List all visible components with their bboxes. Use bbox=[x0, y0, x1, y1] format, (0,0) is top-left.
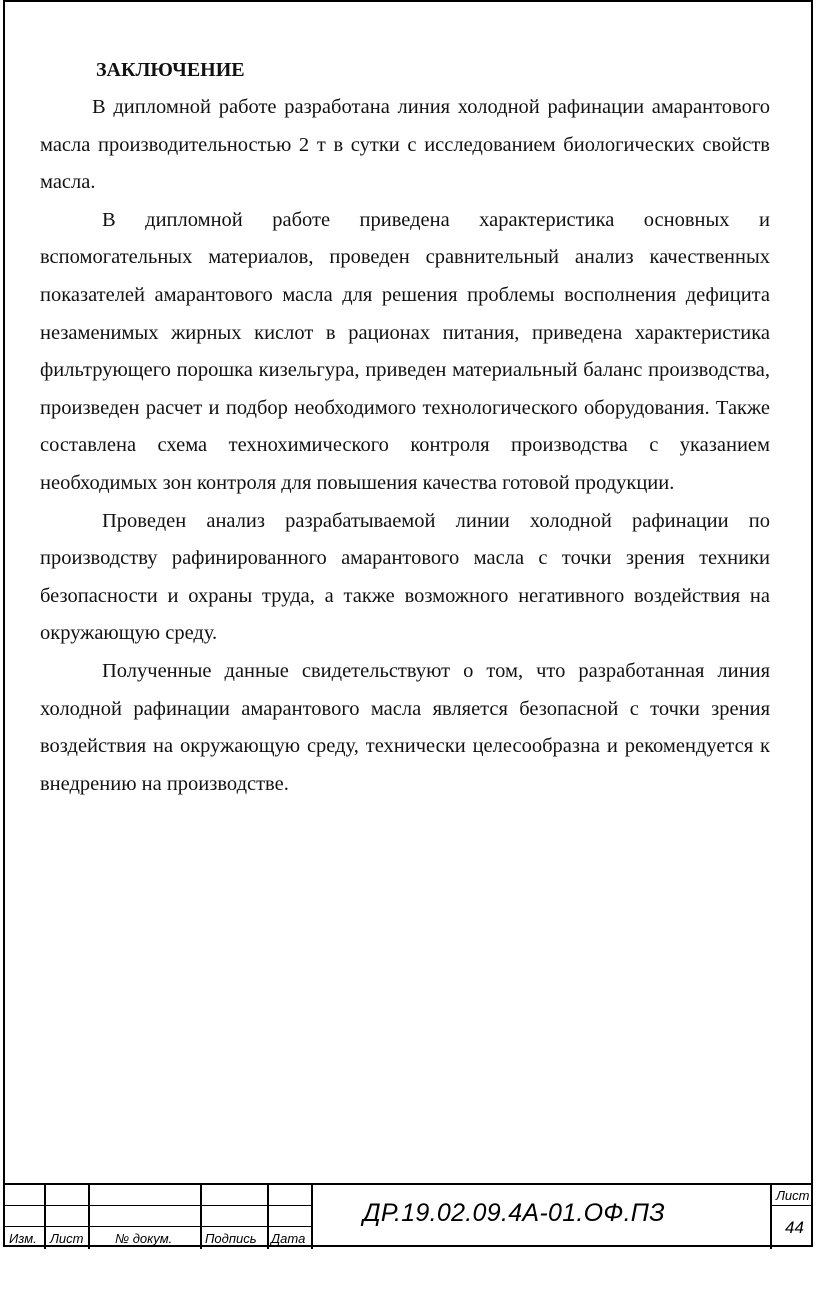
stamp-divider bbox=[770, 1185, 772, 1249]
paragraph-4: Полученные данные свидетельствуют о том, что разработанная линия холодной рафинации амарантового масла является безопасной с точки зрения воздействия на окружающую среду, технически целесообразна и рекомендуется к внедрению на производстве. bbox=[40, 659, 770, 795]
stamp-label-list: Лист bbox=[50, 1231, 84, 1246]
stamp-row-line bbox=[3, 1226, 313, 1227]
stamp-divider bbox=[200, 1185, 202, 1249]
stamp-divider bbox=[44, 1185, 46, 1249]
stamp-divider bbox=[88, 1185, 90, 1249]
document-title: ЗАКЛЮЧЕНИЕ bbox=[96, 59, 245, 81]
paragraph-2: В дипломной работе приведена характеристика основных и вспомогательных материалов, проведен сравнительный анализ качественных показателей амарантового масла для решения проблемы восполнения дефицита незаменимых жирных кислот в рационах питания, приведена характеристика фильтрующего порошка кизельгура, приведен материальный баланс производства, произведен расчет и подбор необходимого технологического оборудования. Также составлена схема технохимического контроля производства с указанием необходимых зон контроля для повышения качества готовой продукции. bbox=[40, 208, 770, 494]
paragraph-1: В дипломной работе разработана линия холодной рафинации амарантового масла производительностью 2 т в сутки с исследованием биологических свойств масла. bbox=[40, 96, 770, 194]
stamp-row-line bbox=[3, 1205, 313, 1206]
title-block bbox=[3, 1183, 813, 1247]
stamp-divider bbox=[267, 1185, 269, 1249]
paragraph-3: Проведен анализ разрабатываемой линии холодной рафинации по производству рафинированного амарантового масла с точки зрения техники безопасности и охраны труда, а также возможного негативного воздействия на окружающую среду. bbox=[40, 509, 770, 645]
document-body bbox=[40, 52, 770, 803]
sheet-label: Лист bbox=[776, 1188, 810, 1203]
stamp-label-doc: № докум. bbox=[115, 1231, 173, 1246]
stamp-divider bbox=[311, 1185, 313, 1249]
document-code: ДР.19.02.09.4А-01.ОФ.ПЗ bbox=[363, 1199, 665, 1227]
stamp-label-date: Дата bbox=[271, 1231, 306, 1246]
sheet-number: 44 bbox=[785, 1218, 804, 1237]
stamp-row-line bbox=[770, 1205, 813, 1206]
stamp-label-izm: Изм. bbox=[9, 1231, 37, 1246]
stamp-label-sign: Подпись bbox=[205, 1231, 257, 1246]
